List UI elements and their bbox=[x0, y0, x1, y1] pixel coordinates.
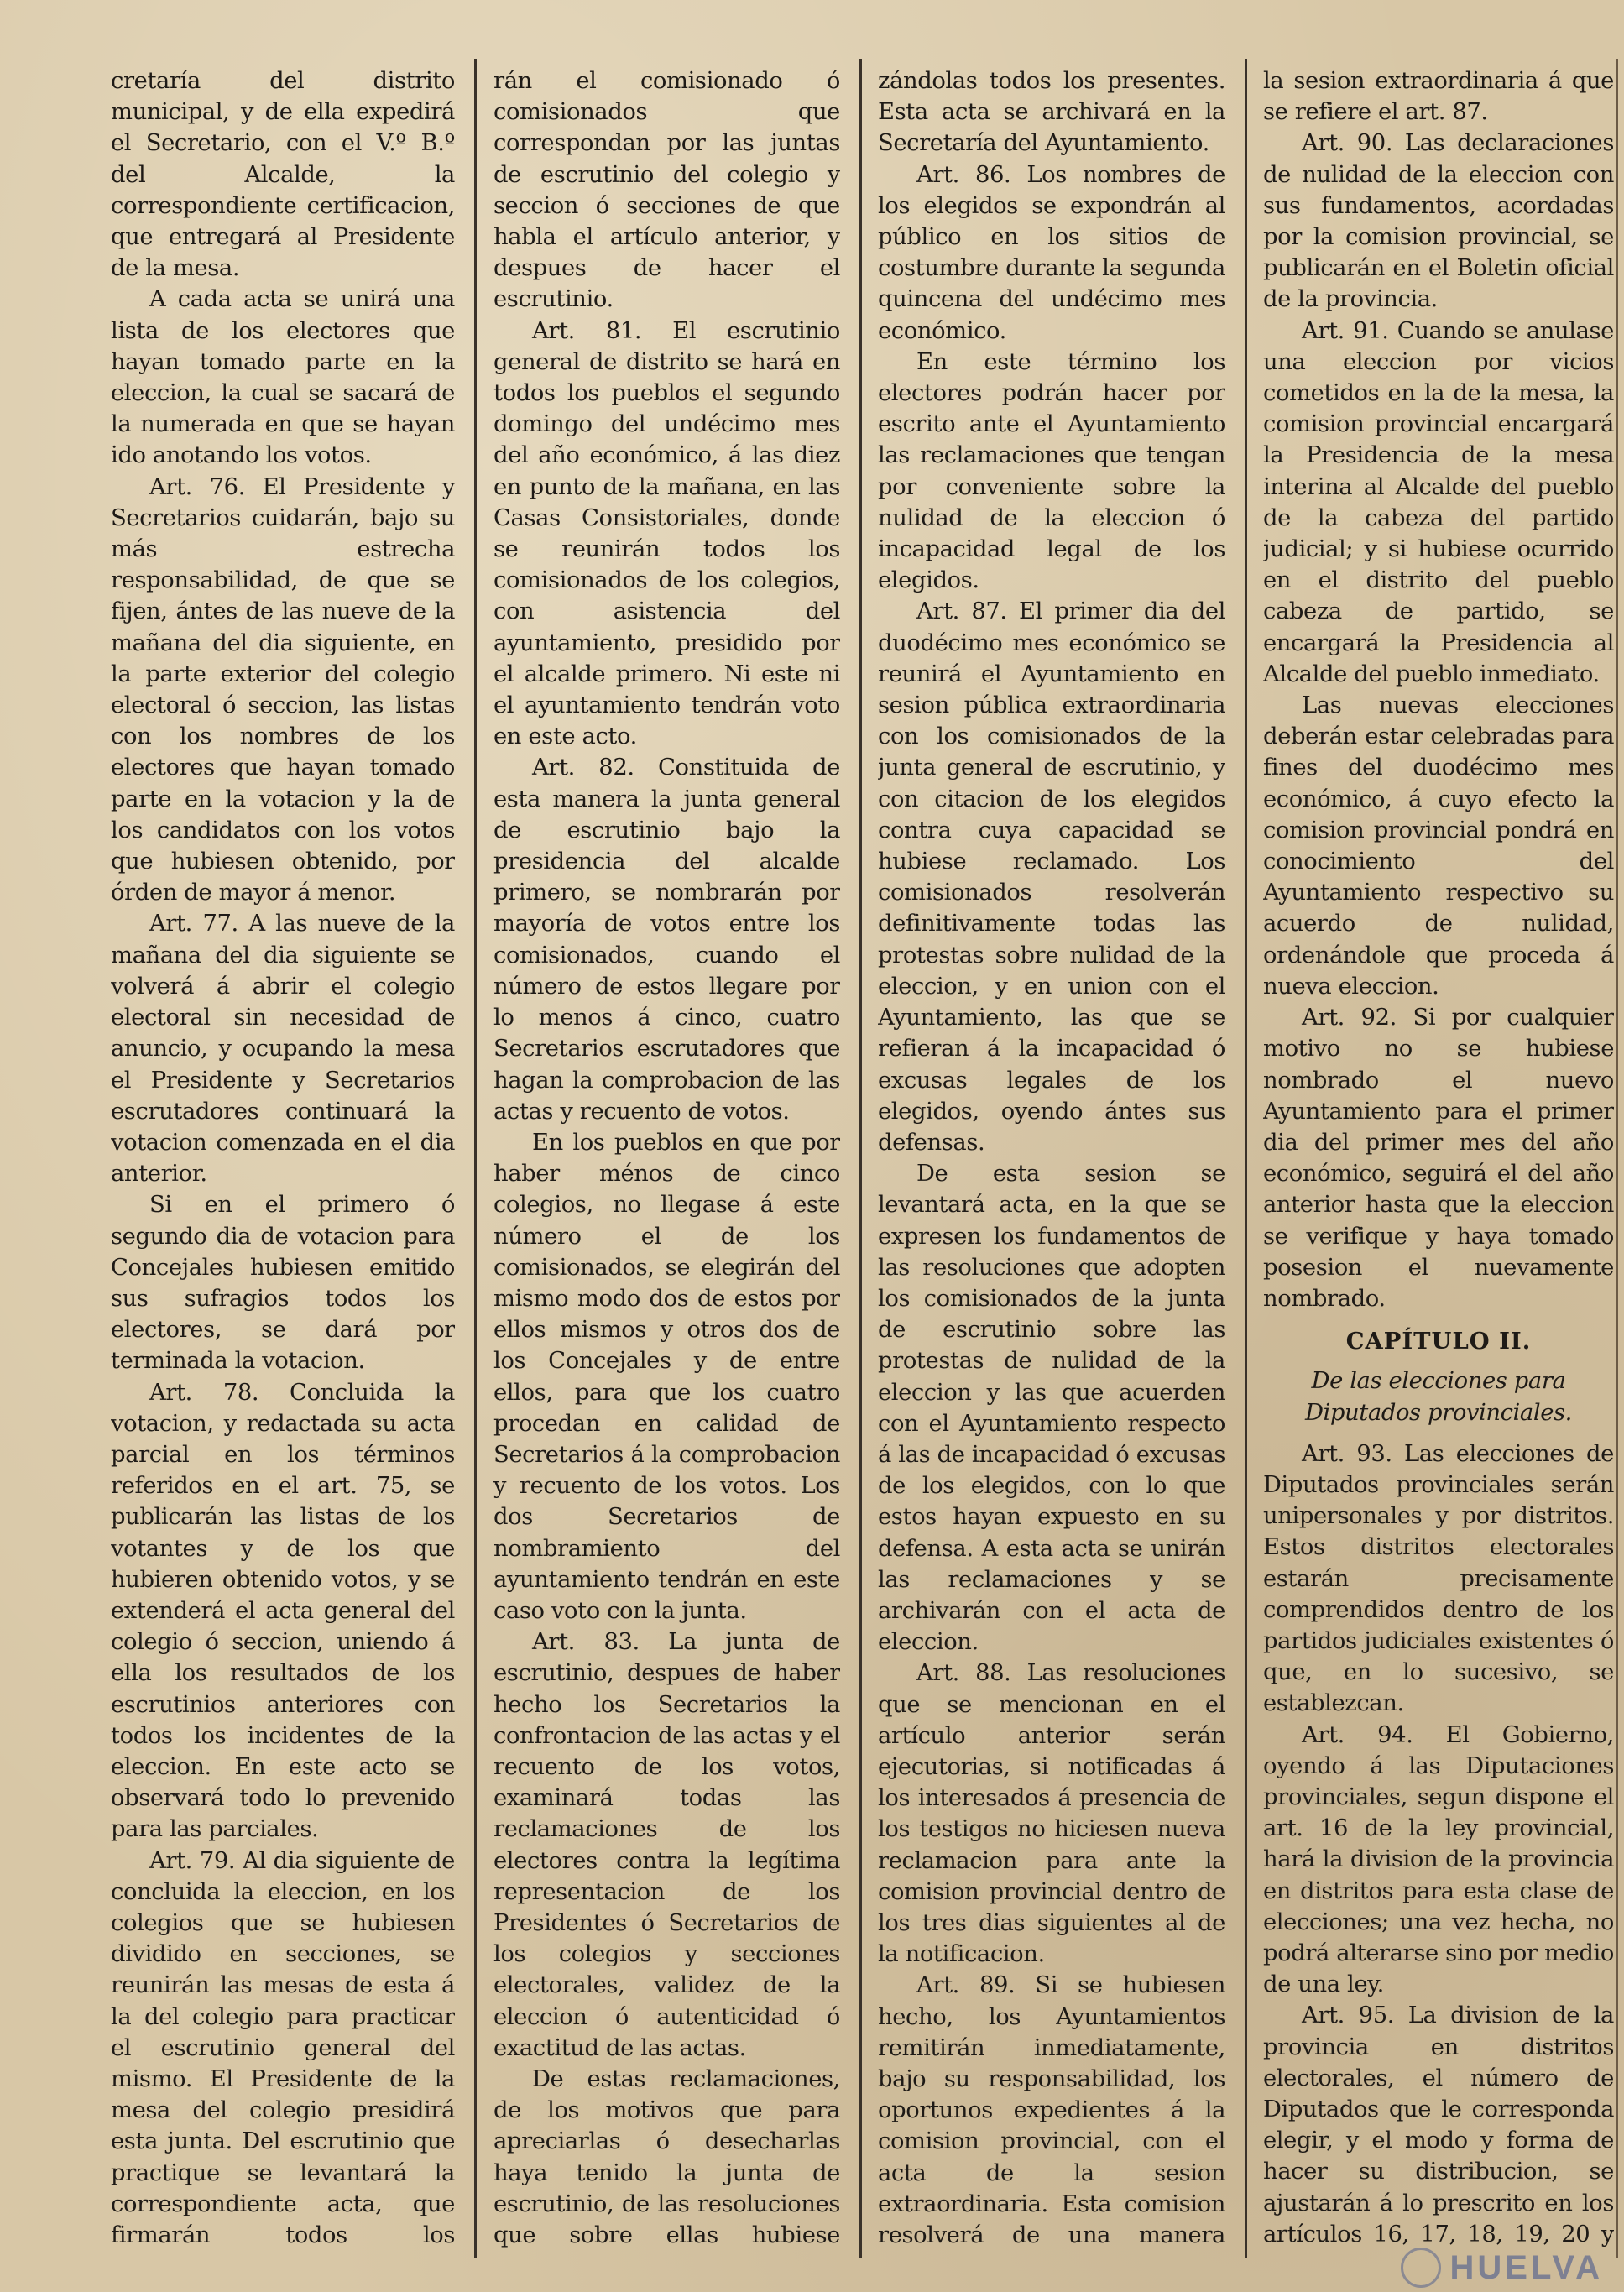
seal-icon bbox=[1401, 2248, 1441, 2288]
paragraph: De estas reclamaciones, de los motivos que para apreciarlas ó desecharlas haya tenido la junta de escrutinio, de las resoluciones que sobre ellas hubiese bbox=[493, 2066, 840, 2248]
article-paragraph: Art. 76. El Presidente y Secretarios cuidarán, bajo su más estrecha responsabilidad, de que se fijen, ántes de las nueve de la mañana del dia siguiente, en la parte exterior del colegio electoral ó seccion, las listas con los nombres de los electores que hayan tomado parte en la votacion y la de los candidatos con los votos que hubiesen obtenido, por órden de mayor á menor. bbox=[111, 473, 455, 906]
article-paragraph: Art. 93. Las elecciones de Diputados provinciales serán unipersonales y por distritos. Estos distritos electorales estarán precisamente comprendidos dentro de los partidos judiciales existentes ó que, en lo sucesivo, se establezcan. bbox=[1263, 1440, 1614, 1717]
paragraph: Las nuevas elecciones deberán estar celebradas para fines del duodécimo mes económico, á cuyo efecto la comision provincial pondrá en conocimiento del Ayuntamiento respectivo su acuerdo de nulidad, ordenándole que proceda á nueva eleccion. bbox=[1263, 692, 1614, 1000]
paragraph: De esta sesion se levantará acta, en la que se expresen los fundamentos de las resoluciones que adopten los comisionados de la junta de escrutinio sobre las protestas de nulidad de la eleccion y las que acuerden con el Ayuntamiento respecto á las de incapacidad ó excusas de los elegidos, con lo que estos hayan expuesto en su defensa. A esta acta se unirán las reclamaciones y se archivarán con el acta de eleccion. bbox=[878, 1161, 1225, 1656]
article-paragraph: Art. 94. El Gobierno, oyendo á las Diputaciones provinciales, segun dispone el art. 16 de la ley provincial, hará la division de la provincia en distritos para esta clase de elecciones; una vez hecha, no podrá alterarse sino por medio de una ley. bbox=[1263, 1721, 1614, 1998]
column-rule bbox=[859, 59, 862, 2258]
chapter-subheading: De las elecciones para Diputados provinciales. bbox=[1305, 1368, 1572, 1426]
article-paragraph: Art. 86. Los nombres de los elegidos se expondrán al público en los sitios de costumbre durante la segunda quincena del undécimo mes económico. bbox=[878, 161, 1225, 344]
paragraph: la sesion extraordinaria á que se refiere el art. 87. bbox=[1263, 68, 1614, 126]
article-paragraph: Art. 92. Si por cualquier motivo no se hubiese nombrado el nuevo Ayuntamiento para el primer dia del primer mes del año económico, seguirá el del año anterior hasta que la eleccion se verifique y haya tomado posesion el nuevamente nombrado. bbox=[1263, 1005, 1614, 1312]
paragraph: Si en el primero ó segundo dia de votacion para Concejales hubiesen emitido sus sufragios todos los electores, se dará por terminada la votacion. bbox=[111, 1192, 455, 1375]
article-paragraph: Art. 83. La junta de escrutinio, despues de haber hecho los Secretarios la confrontacion de las actas y el recuento de los votos, examinará todas las reclamaciones de los electores contra la legítima representacion de los Presidentes ó Secretarios de los colegios y secciones electorales, validez de la eleccion ó autenticidad ó exactitud de las actas. bbox=[493, 1629, 840, 2061]
paragraph: zándolas todos los presentes. Esta acta se archivará en la Secretaría del Ayuntamiento. bbox=[878, 68, 1225, 157]
paragraph: cretaría del distrito municipal, y de ella expedirá el Secretario, con el V.º B.º del Alcalde, la correspondiente certificacion, que entregará al Presidente de la mesa. bbox=[111, 68, 455, 282]
text-column-2 bbox=[493, 65, 840, 2248]
paragraph: rán el comisionado ó comisionados que correspondan por las juntas de escrutinio del colegio y seccion ó secciones de que habla el artículo anterior, y despues de hacer el escrutinio. bbox=[493, 68, 840, 313]
archive-watermark bbox=[1376, 2249, 1603, 2286]
column-rule bbox=[1245, 59, 1247, 2258]
text-column-3 bbox=[878, 65, 1225, 2248]
text-column-4 bbox=[1263, 65, 1614, 2248]
watermark-text: HUELVA bbox=[1449, 2248, 1603, 2286]
text-column-1 bbox=[111, 65, 455, 2248]
article-paragraph: Art. 90. Las declaraciones de nulidad de la eleccion con sus fundamentos, acordadas por la comision provincial, se publicarán en el Boletin oficial de la provincia. bbox=[1263, 130, 1614, 313]
paragraph: En los pueblos en que por haber ménos de cinco colegios, no llegase á este número el de los comisionados, se elegirán del mismo modo dos de estos por ellos mismos y otros dos de los Concejales y de entre ellos, para que los cuatro procedan en calidad de Secretarios á la comprobacion y recuento de los votos. Los dos Secretarios de nombramiento del ayuntamiento tendrán en este caso voto con la junta. bbox=[493, 1129, 840, 1624]
chapter-heading: CAPÍTULO II. bbox=[1345, 1328, 1532, 1355]
article-paragraph: Art. 88. Las resoluciones que se mencionan en el artículo anterior serán ejecutorias, si notificadas á los interesados á presencia de los testigos no hiciesen nueva reclamacion para ante la comision provincial dentro de los tres dias siguientes al de la notificacion. bbox=[878, 1660, 1225, 1968]
paragraph: En este término los electores podrán hacer por escrito ante el Ayuntamiento las reclamaciones que tengan por conveniente sobre la nulidad de la eleccion ó incapacidad legal de los elegidos. bbox=[878, 348, 1225, 594]
article-paragraph: Art. 82. Constituida de esta manera la junta general de escrutinio bajo la presidencia del alcalde primero, se nombrarán por mayoría de votos entre los comisionados, cuando el número de estos llegare por lo menos á cinco, cuatro Secretarios escrutadores que hagan la comprobacion de las actas y recuento de votos. bbox=[493, 754, 840, 1125]
article-paragraph: Art. 81. El escrutinio general de distrito se hará en todos los pueblos el segundo domingo del undécimo mes del año económico, á las diez en punto de la mañana, en las Casas Consistoriales, donde se reunirán todos los comisionados de los colegios, con asistencia del ayuntamiento, presidido por el alcalde primero. Ni este ni el ayuntamiento tendrán voto en este acto. bbox=[493, 317, 840, 750]
article-paragraph: Art. 87. El primer dia del duodécimo mes económico se reunirá el Ayuntamiento en sesion pública extraordinaria con los comisionados de la junta general de escrutinio, y con citacion de los elegidos contra cuya capacidad se hubiese reclamado. Los comisionados resolverán definitivamente todas las protestas sobre nulidad de la eleccion, y en union con el Ayuntamiento, las que se refieran á la incapacidad ó excusas legales de los elegidos, oyendo ántes sus defensas. bbox=[878, 598, 1225, 1156]
article-paragraph: Art. 91. Cuando se anulase una eleccion por vicios cometidos en la de la mesa, la comision provincial encargará la Presidencia de la mesa interina al Alcalde del pueblo de la cabeza del partido judicial; y si hubiese ocurrido en el distrito del pueblo cabeza de partido, se encargará la Presidencia al Alcalde del pueblo inmediato. bbox=[1263, 317, 1614, 687]
paragraph: A cada acta se unirá una lista de los electores que hayan tomado parte en la eleccion, la cual se sacará de la numerada en que se hayan ido anotando los votos. bbox=[111, 286, 455, 469]
article-paragraph: Art. 78. Concluida la votacion, y redactada su acta parcial en los términos referidos en el art. 75, se publicarán las listas de los votantes y de los que hubieren obtenido votos, y se extenderá el acta general del colegio ó seccion, uniendo á ella los resultados de los escrutinios anteriores con todos los incidentes de la eleccion. En este acto se observará todo lo prevenido para las parciales. bbox=[111, 1379, 455, 1843]
column-rule bbox=[474, 59, 477, 2258]
article-paragraph: Art. 79. Al dia siguiente de concluida la eleccion, en los colegios que se hubiesen dividido en secciones, se reunirán las mesas de esta á la del colegio para practicar el escrutinio general del mismo. El Presidente de la mesa del colegio presidirá esta junta. Del escrutinio que practique se levantará la correspondiente acta, que firmarán todos los bbox=[111, 1847, 455, 2248]
page-edge-rule bbox=[1616, 59, 1618, 2258]
article-paragraph: Art. 95. La division de la provincia en distritos electorales, el número de Diputados que le corresponda elegir, y el modo y forma de hacer su distribucion, se ajustarán á lo prescrito en los artículos 16, 17, 18, 19, 20 y bbox=[1263, 2002, 1614, 2248]
article-paragraph: Art. 77. A las nueve de la mañana del dia siguiente se volverá á abrir el colegio electoral sin necesidad de anuncio, y ocupando la mesa el Presidente y Secretarios escrutadores continuará la votacion comenzada en el dia anterior. bbox=[111, 911, 455, 1188]
article-paragraph: Art. 89. Si se hubiesen hecho, los Ayuntamientos remitirán inmediatamente, bajo su responsabilidad, los oportunos expedientes á la comision provincial, con el acta de la sesion extraordinaria. Esta comision resolverá de una manera bbox=[878, 1972, 1225, 2248]
